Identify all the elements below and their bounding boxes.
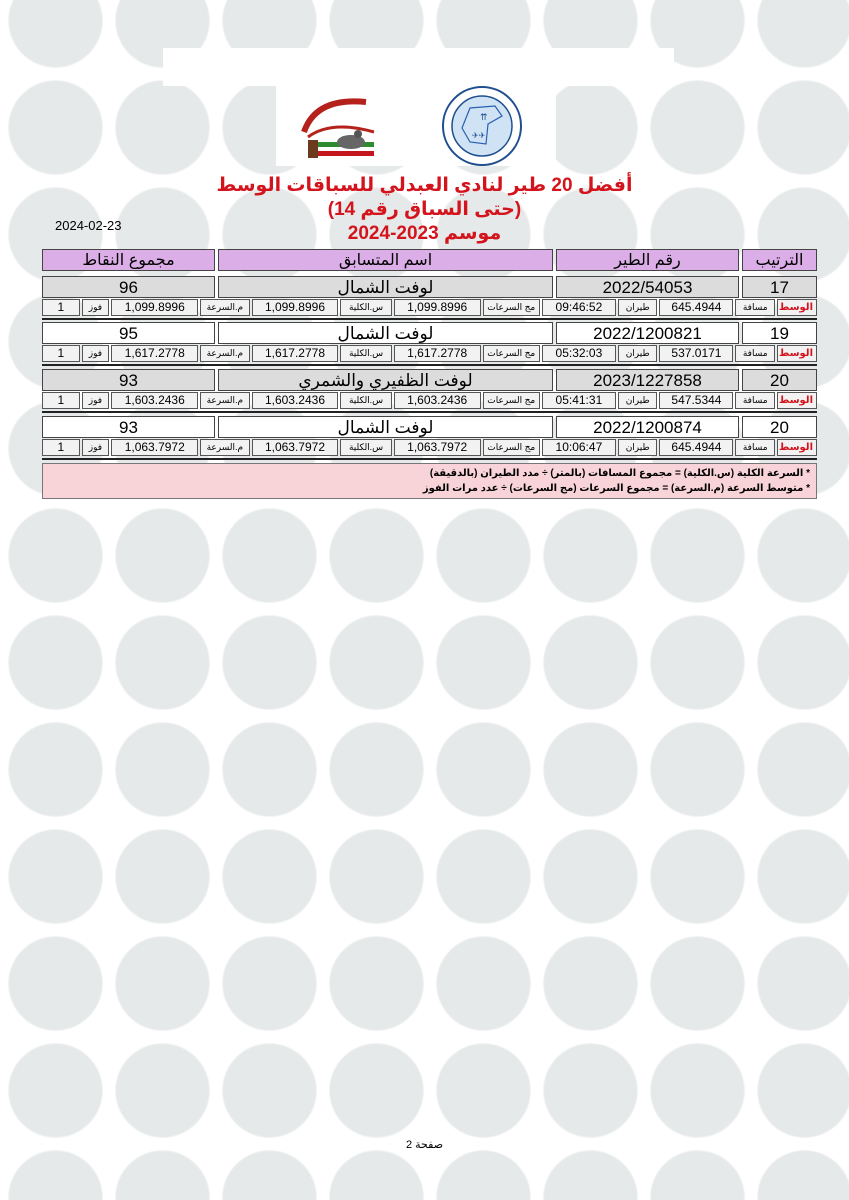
distance-label: مسافة [735, 439, 775, 456]
kuwait-racing-pigeon-club-logo [296, 92, 381, 160]
page-title: أفضل 20 طير لنادي العبدلي للسباقات الوسط [216, 175, 633, 196]
sum-speeds-value: 1,099.8996 [394, 299, 481, 316]
competitor-name-cell: لوفت الشمال [218, 276, 553, 298]
total-speed-value: 1,603.2436 [252, 392, 339, 409]
detail-row [42, 392, 817, 413]
table-row [42, 322, 817, 344]
column-header-name: اسم المتسابق [218, 249, 553, 271]
total-speed-label: س.الكلية [340, 392, 391, 409]
rank-cell: 20 [742, 369, 817, 391]
sum-speeds-label: مج السرعات [483, 439, 540, 456]
avg-speed-label: م.السرعة [200, 392, 249, 409]
table-row [42, 369, 817, 391]
total-speed-label: س.الكلية [340, 299, 391, 316]
wins-value: 1 [42, 439, 80, 456]
page-number: صفحة 2 [405, 1139, 444, 1151]
detail-row [42, 299, 817, 320]
points-cell: 95 [42, 322, 215, 344]
zone-label: الوسط [777, 392, 817, 409]
svg-text:✈✈: ✈✈ [472, 131, 486, 140]
flight-label: طيران [618, 439, 658, 456]
wins-label: فوز [82, 439, 110, 456]
avg-speed-label: م.السرعة [200, 439, 249, 456]
competitor-name-cell: لوفت الشمال [218, 322, 553, 344]
total-speed-label: س.الكلية [340, 439, 391, 456]
svg-text:⇈: ⇈ [480, 113, 488, 123]
sum-speeds-label: مج السرعات [483, 299, 540, 316]
wins-value: 1 [42, 299, 80, 316]
distance-value: 645.4944 [659, 299, 733, 316]
points-cell: 96 [42, 276, 215, 298]
flight-time-value: 10:06:47 [542, 439, 616, 456]
rank-cell: 17 [742, 276, 817, 298]
column-header-rank: الترتيب [742, 249, 817, 271]
sum-speeds-label: مج السرعات [483, 345, 540, 362]
sum-speeds-value: 1,063.7972 [394, 439, 481, 456]
kuwait-federation-racing-pigeons-logo [440, 86, 524, 166]
column-header-ring: رقم الطير [556, 249, 739, 271]
sum-speeds-value: 1,603.2436 [394, 392, 481, 409]
report-date: 2024-02-23 [55, 218, 122, 233]
total-speed-value: 1,063.7972 [252, 439, 339, 456]
total-speed-label: س.الكلية [340, 345, 391, 362]
flight-time-value: 05:32:03 [542, 345, 616, 362]
distance-label: مسافة [735, 299, 775, 316]
zone-label: الوسط [777, 439, 817, 456]
header-banner [163, 48, 674, 86]
total-speed-value: 1,617.2778 [252, 345, 339, 362]
table-row [42, 416, 817, 438]
season-label: موسم 2023-2024 [347, 223, 502, 244]
points-cell: 93 [42, 369, 215, 391]
distance-label: مسافة [735, 392, 775, 409]
rank-cell: 20 [742, 416, 817, 438]
ring-number-cell: 2022/54053 [556, 276, 739, 298]
note-average-speed: * متوسط السرعة (م.السرعة) = مجموع السرعات (مج السرعات) ÷ عدد مرات الفوز [422, 483, 810, 494]
ring-number-cell: 2022/1200821 [556, 322, 739, 344]
sum-speeds-value: 1,617.2778 [394, 345, 481, 362]
wins-label: فوز [82, 345, 110, 362]
distance-value: 547.5344 [659, 392, 733, 409]
avg-speed-value: 1,603.2436 [111, 392, 198, 409]
column-header-points: مجموع النقاط [42, 249, 215, 271]
avg-speed-value: 1,617.2778 [111, 345, 198, 362]
wins-value: 1 [42, 345, 80, 362]
detail-row [42, 439, 817, 460]
wins-label: فوز [82, 392, 110, 409]
flight-time-value: 05:41:31 [542, 392, 616, 409]
competitor-name-cell: لوفت الشمال [218, 416, 553, 438]
distance-value: 537.0171 [659, 345, 733, 362]
flight-label: طيران [618, 299, 658, 316]
page-subtitle: (حتى السباق رقم 14) [327, 199, 522, 220]
flight-label: طيران [618, 392, 658, 409]
distance-value: 645.4944 [659, 439, 733, 456]
avg-speed-label: م.السرعة [200, 345, 249, 362]
flight-time-value: 09:46:52 [542, 299, 616, 316]
points-cell: 93 [42, 416, 215, 438]
avg-speed-label: م.السرعة [200, 299, 249, 316]
table-row [42, 276, 817, 298]
rank-cell: 19 [742, 322, 817, 344]
notes-box [42, 463, 817, 499]
avg-speed-value: 1,063.7972 [111, 439, 198, 456]
table-header [42, 249, 817, 271]
logos [276, 86, 556, 166]
zone-label: الوسط [777, 345, 817, 362]
wins-value: 1 [42, 392, 80, 409]
competitor-name-cell: لوفت الظفيري والشمري [218, 369, 553, 391]
total-speed-value: 1,099.8996 [252, 299, 339, 316]
ring-number-cell: 2022/1200874 [556, 416, 739, 438]
wins-label: فوز [82, 299, 110, 316]
detail-row [42, 345, 817, 366]
ring-number-cell: 2023/1227858 [556, 369, 739, 391]
note-total-speed: * السرعة الكلية (س.الكلية) = مجموع المسافات (بالمتر) ÷ مدد الطيران (بالدقيقة) [429, 468, 810, 479]
avg-speed-value: 1,099.8996 [111, 299, 198, 316]
flight-label: طيران [618, 345, 658, 362]
distance-label: مسافة [735, 345, 775, 362]
sum-speeds-label: مج السرعات [483, 392, 540, 409]
zone-label: الوسط [777, 299, 817, 316]
